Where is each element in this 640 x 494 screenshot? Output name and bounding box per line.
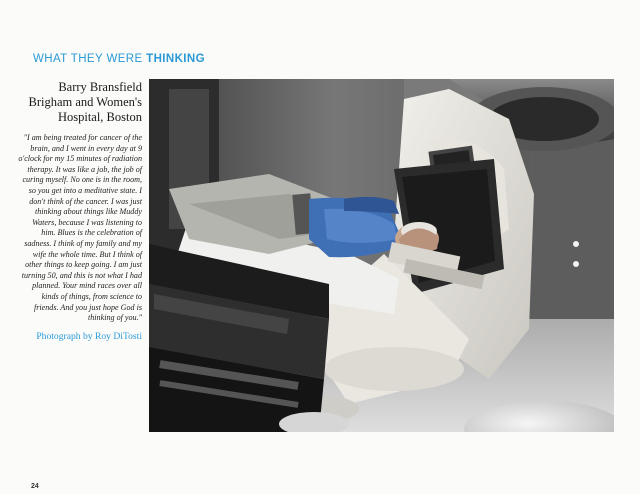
radiation-therapy-photo	[149, 79, 614, 432]
subject-quote: "I am being treated for cancer of the brain, and I went in every day at 9 o'clock for my 15 minutes of radiation therapy. It was like a job, the job of curing myself. No one is in the room, so you get into a meditative state. I don't think of the cancer. I was just thinking about things like Muddy Waters, because I was listening to him. Blues is the celebration of sadness. I think of my family and my wife the whole time. But I think of other things to keep going. I am just turning 50, and this is not what I had planned. Your mind races over all kinds of things, from science to friends. And you just hope God is thinking of you."	[18, 133, 142, 323]
page-number: 24	[31, 483, 39, 490]
subject-name: Barry Bransfield	[58, 80, 142, 94]
photograph	[149, 79, 614, 432]
subject-name-block	[16, 80, 142, 125]
subject-location-line1: Brigham and Women's	[28, 95, 142, 109]
caption-column	[16, 80, 142, 342]
subject-location-line2: Hospital, Boston	[57, 110, 142, 124]
section-header-prefix: WHAT THEY WERE	[33, 53, 147, 65]
section-header	[33, 53, 205, 65]
photo-credit: Photograph by Roy DiTosti	[36, 330, 142, 342]
section-header-emphasis: THINKING	[146, 53, 205, 65]
